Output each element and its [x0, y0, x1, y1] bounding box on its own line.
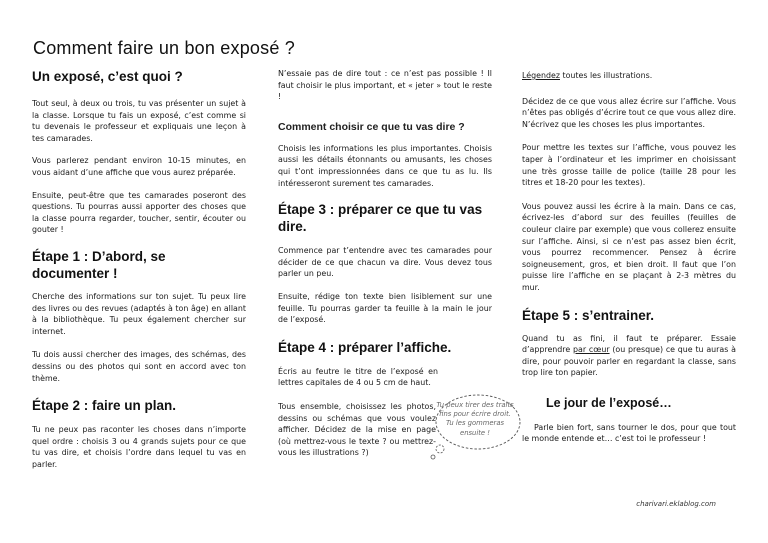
paragraph: Ensuite, rédige ton texte bien lisiblement sur une feuille. Tu pourras garder ta feuille à la main le jour de l’exposé. [278, 291, 492, 325]
paragraph: Pour mettre les textes sur l’affiche, vous pouvez les taper à l’ordinateur et les imprimer en choisissant une très grosse taille de police (taille 28 pour les titres et 18-20 pour les textes). [522, 143, 736, 188]
heading-etape-4: Étape 4 : préparer l’affiche. [278, 339, 452, 355]
underlined-word: par cœur [573, 345, 610, 355]
bubble-text: Tu peux tirer des traits fins pour écrire droit. Tu les gommeras ensuite ! [436, 401, 514, 437]
paragraph: Quand tu as fini, il faut te préparer. Essaie d’apprendre par cœur (ou presque) ce que tu auras à dire, pour pouvoir parler en regardant la classe, sans trop lire ton papier. [522, 333, 736, 378]
heading-etape-1: Étape 1 : D’abord, se documenter ! [32, 248, 166, 281]
heading-jour-expose: Le jour de l’exposé… [546, 395, 672, 410]
heading-etape-2: Étape 2 : faire un plan. [32, 398, 177, 414]
paragraph: Tu ne peux pas raconter les choses dans n’importe quel ordre : choisis 3 ou 4 grands sujets pour ce que tu vas dire, et choisis l’ordre dans lequel tu vas en parler. [32, 425, 246, 469]
underlined-word: Légendez [522, 71, 560, 80]
paragraph: Choisis les informations les plus importantes. Choisis aussi les détails étonnants ou amusants, les choses qui t’ont impressionnées dans ce que tu as lu. Ils intéresseront surement tes camarades. [278, 143, 492, 188]
paragraph: Vous pouvez aussi les écrire à la main. Dans ce cas, écrivez-les d’abord sur des feuilles (feuilles de couleur claire par exemple) que vous collerez ensuite sur l’affiche. Ainsi, si ce n’est pas assez bien écrit, vous pourrez recommencer. Pensez à écrire soigneusement, gros, et bien droit. Il faut que l’on puisse lire l’affiche en se plaçant à 2-3 mètres du mur. [522, 201, 736, 292]
paragraph: Écris au feutre le titre de l’exposé en lettres capitales de 4 ou 5 cm de haut. [278, 366, 438, 388]
paragraph: Parle bien fort, sans tourner le dos, pour que tout le monde entende et… c’est toi le professeur ! [522, 422, 736, 444]
paragraph: Cherche des informations sur ton sujet. Tu peux lire des livres ou des revues (adaptés à ton âge) en allant à la bibliothèque. Tu peux également chercher sur internet. [32, 291, 246, 336]
column-3 [522, 70, 736, 445]
paragraph: Vous parlerez pendant environ 10-15 minutes, en vous aidant d’une affiche que vous aurez préparée. [32, 156, 246, 177]
heading-un-expose: Un exposé, c’est quoi ? [32, 69, 183, 84]
footer-credit: charivari.eklablog.com [636, 500, 716, 508]
column-1 [32, 68, 246, 470]
paragraph: Légendez toutes les illustrations. [522, 71, 653, 80]
paragraph: Tu dois aussi chercher des images, des schémas, des dessins ou des photos qui sont en accord avec ton thème. [32, 350, 246, 383]
heading-etape-3: Étape 3 : préparer ce que tu vas dire. [278, 202, 483, 235]
paragraph: N’essaie pas de dire tout : ce n’est pas possible ! Il faut choisir le plus important, et « jeter » tout le reste ! [278, 69, 492, 102]
paragraph: Décidez de ce que vous allez écrire sur l’affiche. Vous n’êtes pas obligés d’écrire tout ce que vous allez dire. N’écrivez que les choses les plus importantes. [522, 96, 736, 129]
paragraph: Tous ensemble, choisissez les photos, dessins ou schémas que vous voulez afficher. Décidez de la mise en page (où mettrez-vous le texte ? ou mettrez-vous les illustrations ?) [278, 401, 436, 458]
paragraph: Commence par t’entendre avec tes camarades pour décider de ce que chacun va dire. Vous devez tous parler un peu. [278, 246, 492, 279]
subheading-choisir: Comment choisir ce que tu vas dire ? [278, 120, 465, 133]
heading-etape-5: Étape 5 : s’entrainer. [522, 307, 655, 323]
page-title: Comment faire un bon exposé ? [33, 38, 295, 58]
paragraph: Tout seul, à deux ou trois, tu vas présenter un sujet à la classe. Lorsque tu fais un exposé, c’est comme si tu devenais le professeur et expliquais une leçon à tes camarades. [32, 99, 246, 143]
paragraph: Ensuite, peut-être que tes camarades poseront des questions. Tu pourras aussi apporter des choses que la classe pourra regarder, toucher, sentir, écouter ou gouter ! [32, 190, 246, 235]
